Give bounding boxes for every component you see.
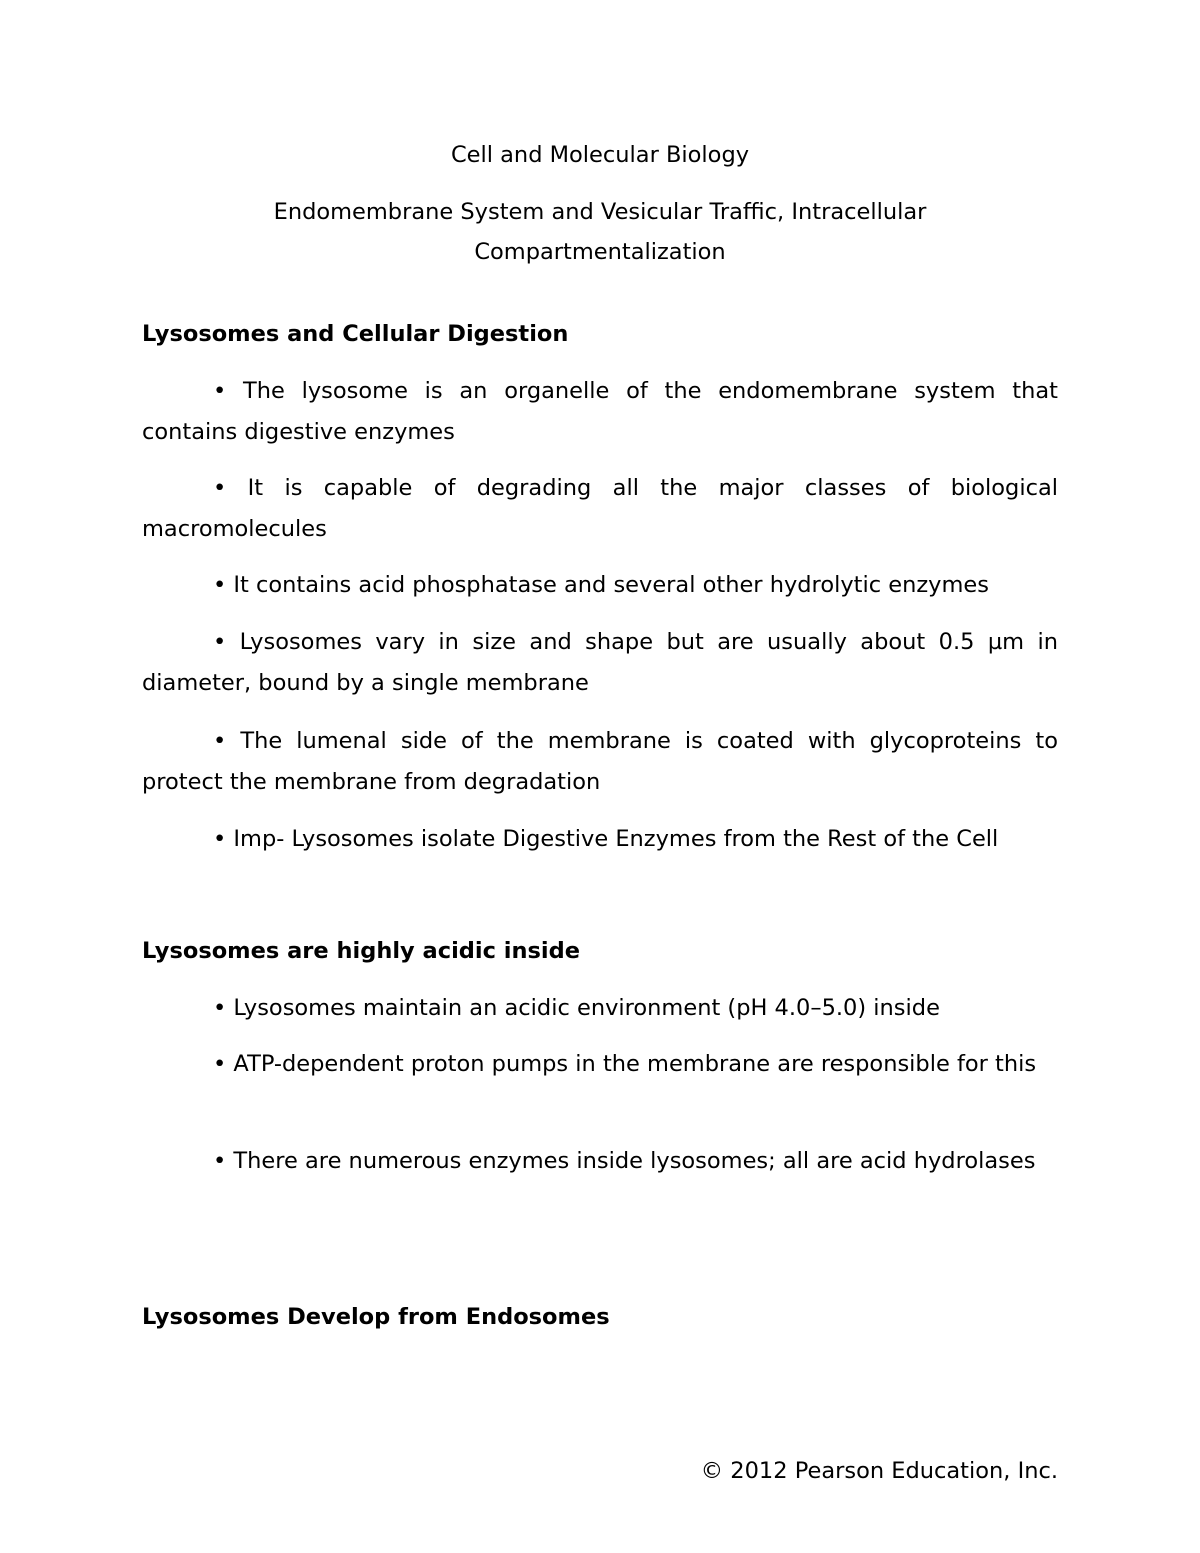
bullet-item: • It is capable of degrading all the major classes of biological macromolecules xyxy=(142,475,1058,542)
subtitle-line-1: Endomembrane System and Vesicular Traffic, Intracellular xyxy=(273,199,927,225)
bullet-item: • Lysosomes maintain an acidic environment (pH 4.0–5.0) inside xyxy=(213,995,940,1021)
bullet-item: • There are numerous enzymes inside lysosomes; all are acid hydrolases xyxy=(213,1148,1036,1174)
bullet-item: • The lumenal side of the membrane is coated with glycoproteins to protect the membrane from degradation xyxy=(142,728,1058,795)
section-heading: Lysosomes and Cellular Digestion xyxy=(142,321,569,347)
section-heading: Lysosomes Develop from Endosomes xyxy=(142,1304,610,1330)
section-heading: Lysosomes are highly acidic inside xyxy=(142,938,580,964)
subtitle-line-2: Compartmentalization xyxy=(474,239,726,265)
bullet-item: • The lysosome is an organelle of the endomembrane system that contains digestive enzymes xyxy=(142,378,1058,445)
copyright-footer: © 2012 Pearson Education, Inc. xyxy=(700,1458,1058,1484)
bullet-item: • Lysosomes vary in size and shape but are usually about 0.5 µm in diameter, bound by a single membrane xyxy=(142,629,1058,696)
course-title: Cell and Molecular Biology xyxy=(450,142,750,168)
bullet-item: • Imp- Lysosomes isolate Digestive Enzymes from the Rest of the Cell xyxy=(213,826,999,852)
bullet-item: • ATP-dependent proton pumps in the membrane are responsible for this xyxy=(213,1051,1037,1077)
bullet-item: • It contains acid phosphatase and several other hydrolytic enzymes xyxy=(213,572,989,598)
